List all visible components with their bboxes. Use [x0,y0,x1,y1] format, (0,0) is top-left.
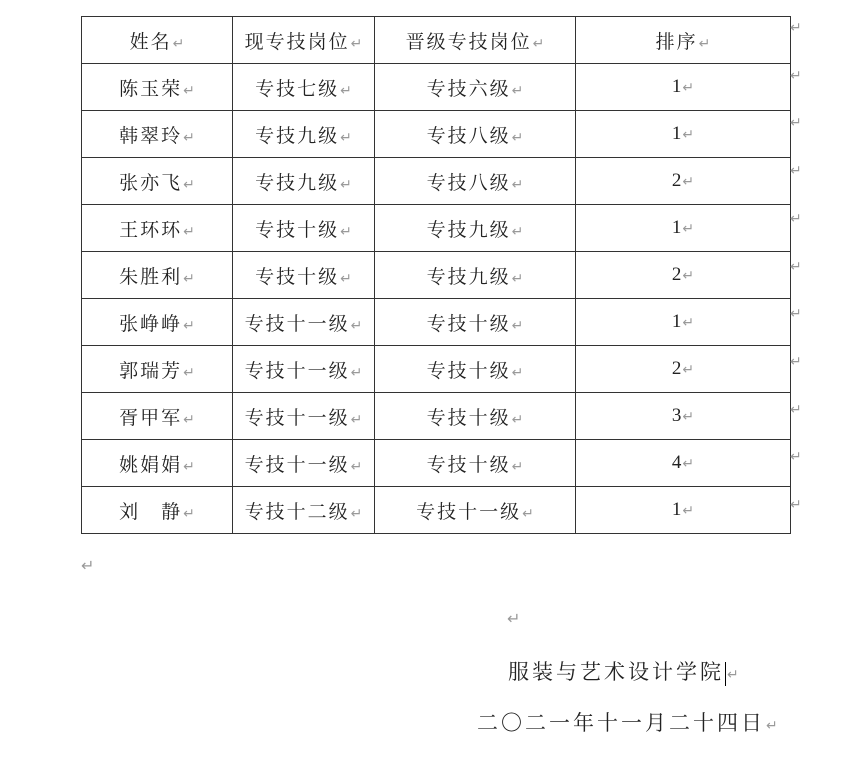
row-end-mark: ↵ [790,20,802,36]
promoted-post-cell-text: 专技十级 [426,453,511,476]
row-end-mark: ↵ [790,115,802,132]
row-end-mark: ↵ [790,353,802,370]
promoted-post-cell-text: 专技十级 [426,359,511,382]
paragraph-mark: ↵ [340,223,352,240]
name-cell-text: 韩翠玲 [119,124,183,147]
paragraph-mark: ↵ [511,458,524,475]
name-cell[interactable] [82,158,233,205]
current-post-cell-text: 专技九级 [255,171,340,194]
paragraph-mark: ↵ [350,411,363,428]
name-cell[interactable] [82,205,233,252]
name-cell[interactable] [82,299,233,346]
rank-cell[interactable] [576,205,791,252]
name-cell-text: 王环环 [119,218,183,241]
signature-organization[interactable] [508,656,739,686]
row-end-mark: ↵ [790,497,802,513]
name-cell-text: 张峥峥 [119,312,183,335]
row-end-mark: ↵ [790,306,802,323]
header-promoted-post-text: 晋级专技岗位 [405,30,532,53]
table-row [82,393,791,440]
current-post-cell-text: 专技十一级 [244,406,350,429]
paragraph-mark: ↵ [350,35,363,52]
paragraph-mark: ↵ [511,129,524,146]
header-name-text: 姓名 [129,30,172,53]
promoted-post-cell[interactable] [375,346,576,393]
paragraph-mark: ↵ [511,364,524,381]
text-cursor [725,662,726,686]
current-post-cell-text: 专技七级 [255,77,340,100]
promoted-post-cell-text: 专技十级 [426,312,511,335]
current-post-cell-text: 专技十级 [255,265,340,288]
paragraph-mark: ↵ [81,556,95,575]
paragraph-mark: ↵ [350,505,363,522]
paragraph-mark: ↵ [682,268,695,284]
current-post-cell[interactable] [233,393,375,440]
rank-cell[interactable] [576,252,791,299]
paragraph-mark: ↵ [511,223,524,240]
paragraph-mark: ↵ [682,127,695,143]
rank-cell[interactable] [576,440,791,487]
paragraph-mark: ↵ [183,364,195,381]
promoted-post-cell-text: 专技八级 [426,171,511,194]
current-post-cell-text: 专技十一级 [244,359,350,382]
organization-text: 服装与艺术设计学院 [508,660,724,684]
paragraph-mark: ↵ [507,609,521,628]
row-end-mark: ↵ [790,401,802,418]
promoted-post-cell[interactable] [375,205,576,252]
paragraph-mark: ↵ [682,221,695,237]
paragraph-mark: ↵ [350,364,363,381]
promoted-post-cell-text: 专技六级 [426,77,511,100]
paragraph-mark: ↵ [511,270,524,287]
name-cell-text: 刘 静 [119,500,183,523]
rank-cell[interactable] [576,64,791,111]
name-cell[interactable] [82,64,233,111]
paragraph-mark: ↵ [511,176,524,193]
row-end-mark: ↵ [790,163,802,180]
name-cell-text: 郭瑞芳 [119,359,183,382]
row-end-mark: ↵ [790,67,802,84]
paragraph-mark: ↵ [340,82,352,99]
row-end-mark: ↵ [790,210,802,227]
rank-cell-text: 1 [671,499,682,520]
rank-cell-text: 4 [671,452,682,473]
paragraph-mark: ↵ [682,456,695,472]
current-post-cell-text: 专技十一级 [244,312,350,335]
current-post-cell[interactable] [233,111,375,158]
name-cell-text: 姚娟娟 [119,453,183,476]
paragraph-mark: ↵ [340,129,352,146]
paragraph-mark: ↵ [183,458,195,475]
rank-cell-text: 1 [671,123,682,144]
current-post-cell[interactable] [233,158,375,205]
paragraph-mark: ↵ [511,82,524,99]
paragraph-mark: ↵ [183,411,195,428]
promoted-post-cell[interactable] [375,299,576,346]
row-end-mark: ↵ [790,258,802,275]
paragraph-mark: ↵ [183,129,195,146]
rank-cell[interactable] [576,111,791,158]
paragraph-mark: ↵ [340,270,352,287]
paragraph-mark: ↵ [522,505,534,522]
paragraph-mark: ↵ [183,505,195,522]
current-post-cell-text: 专技十二级 [244,500,350,523]
paragraph-mark: ↵ [727,667,739,683]
table-row [82,346,791,393]
table-row [82,299,791,346]
paragraph-mark: ↵ [183,317,195,334]
rank-cell[interactable] [576,299,791,346]
rank-cell[interactable] [576,487,791,534]
table-row [82,64,791,111]
table-header-row [82,17,791,64]
rank-cell-text: 3 [671,405,682,426]
promoted-post-cell[interactable] [375,393,576,440]
table-row [82,440,791,487]
paragraph-mark: ↵ [183,176,195,193]
promoted-post-cell[interactable] [375,111,576,158]
table-row [82,158,791,205]
paragraph-mark: ↵ [350,458,363,475]
paragraph-mark: ↵ [532,35,545,52]
name-cell[interactable] [82,440,233,487]
date-text: 二〇二一年十一月二十四日 [477,711,765,735]
promotion-table [81,16,791,534]
name-cell[interactable] [82,111,233,158]
current-post-cell[interactable] [233,64,375,111]
header-current-post-text: 现专技岗位 [244,30,350,53]
promoted-post-cell[interactable] [375,440,576,487]
name-cell-text: 朱胜利 [119,265,183,288]
promoted-post-cell[interactable] [375,252,576,299]
header-cell-promoted-post[interactable] [375,17,576,64]
table-row [82,487,791,534]
signature-date[interactable] [477,707,778,737]
paragraph-mark: ↵ [682,315,695,331]
promoted-post-cell-text: 专技十级 [426,406,511,429]
header-cell-name[interactable] [82,17,233,64]
paragraph-mark: ↵ [682,174,695,190]
current-post-cell-text: 专技十一级 [244,453,350,476]
paragraph-mark: ↵ [183,82,195,99]
paragraph-mark: ↵ [340,176,352,193]
rank-cell-text: 1 [671,76,682,97]
paragraph-mark: ↵ [682,80,695,96]
promoted-post-cell[interactable] [375,487,576,534]
name-cell[interactable] [82,252,233,299]
current-post-cell-text: 专技十级 [255,218,340,241]
rank-cell[interactable] [576,346,791,393]
header-cell-rank[interactable] [576,17,791,64]
rank-cell-text: 1 [671,217,682,238]
current-post-cell[interactable] [233,487,375,534]
table-row [82,111,791,158]
paragraph-mark: ↵ [172,35,185,52]
paragraph-mark: ↵ [183,270,195,287]
rank-cell-text: 2 [671,358,682,379]
current-post-cell[interactable] [233,440,375,487]
promoted-post-cell-text: 专技八级 [426,124,511,147]
name-cell-text: 张亦飞 [119,171,183,194]
table-row [82,205,791,252]
rank-cell-text: 2 [671,170,682,191]
name-cell[interactable] [82,393,233,440]
paragraph-mark: ↵ [766,718,778,734]
promoted-post-cell[interactable] [375,64,576,111]
rank-cell[interactable] [576,158,791,205]
name-cell-text: 陈玉荣 [119,77,183,100]
row-end-mark: ↵ [790,449,802,466]
rank-cell-text: 1 [671,311,682,332]
paragraph-mark: ↵ [511,317,524,334]
current-post-cell-text: 专技九级 [255,124,340,147]
promoted-post-cell[interactable] [375,158,576,205]
header-rank-text: 排序 [655,30,698,53]
paragraph-mark: ↵ [682,362,695,378]
promoted-post-cell-text: 专技九级 [426,265,511,288]
current-post-cell[interactable] [233,299,375,346]
rank-cell[interactable] [576,393,791,440]
table-row [82,252,791,299]
paragraph-mark: ↵ [350,317,363,334]
paragraph-mark: ↵ [682,409,695,425]
current-post-cell[interactable] [233,205,375,252]
paragraph-mark: ↵ [682,503,695,519]
paragraph-mark: ↵ [698,35,711,52]
name-cell[interactable] [82,346,233,393]
rank-cell-text: 2 [671,264,682,285]
current-post-cell[interactable] [233,252,375,299]
promoted-post-cell-text: 专技九级 [426,218,511,241]
name-cell[interactable] [82,487,233,534]
current-post-cell[interactable] [233,346,375,393]
paragraph-mark: ↵ [183,223,195,240]
name-cell-text: 胥甲军 [119,406,183,429]
header-cell-current-post[interactable] [233,17,375,64]
promoted-post-cell-text: 专技十一级 [416,500,522,523]
paragraph-mark: ↵ [511,411,524,428]
